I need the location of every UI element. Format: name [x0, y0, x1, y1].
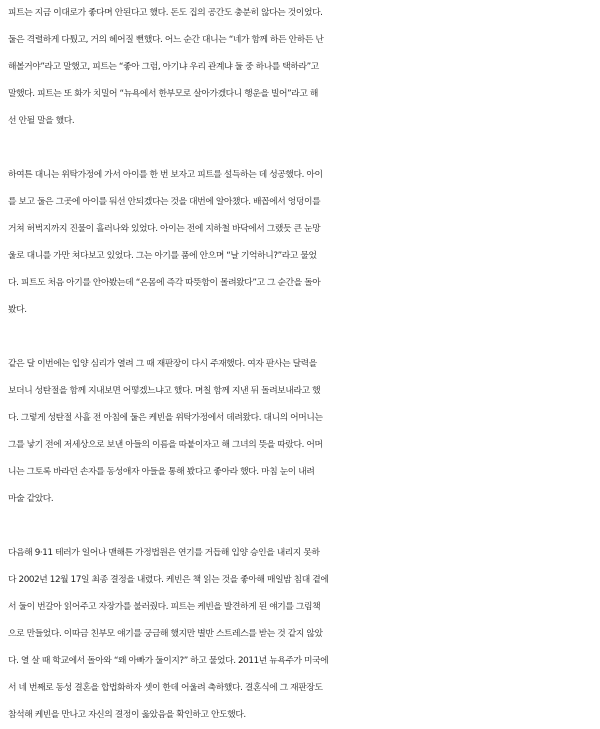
text-line: 니는 그토록 바라던 손자를 동성애자 아들을 통해 봤다고 좋아라 했다. 마침 눈이 내려	[8, 467, 315, 477]
paragraph-spacer	[8, 324, 596, 351]
text-line: 다 2002년 12월 17일 최종 결정을 내렸다. 케빈은 책 읽는 것을 좋아해 매일밤 침대 곁에	[8, 575, 329, 585]
text-line: 거쳐 허벅지까지 진물이 흘러나와 있었다. 아이는 전에 지하철 바닥에서 그랬듯 큰 눈망	[8, 224, 321, 234]
text-line: 피트는 지금 이대로가 좋다며 안된다고 했다. 돈도 집의 공간도 충분히 않다는 것이었다.	[8, 8, 323, 18]
text-line: 다. 그렇게 성탄절 사흘 전 아침에 둘은 케빈을 위탁가정에서 데려왔다. 대니의 어머니는	[8, 413, 323, 423]
text-line: 서 네 번째로 동성 결혼을 합법화하자 셋이 한데 어울려 축하했다. 결혼식에 그 재판장도	[8, 683, 323, 693]
paragraph-spacer	[8, 135, 596, 162]
text-line: 울로 대니를 가만 쳐다보고 있었다. 그는 아기를 품에 안으며 “날 기억하니?”라고 물었	[8, 251, 317, 261]
text-line: 같은 달 이번에는 입양 심리가 열려 그 때 재판장이 다시 주재했다. 여자 판사는 달력을	[8, 359, 317, 369]
text-line: 참석해 케빈을 만나고 자신의 결정이 옳았음을 확인하고 안도했다.	[8, 710, 246, 720]
text-line: 마술 같았다.	[8, 494, 54, 504]
text-line: 둘은 격렬하게 다퉜고, 거의 헤어질 뻔했다. 어느 순간 대니는 “네가 함께 하든 안하든 난	[8, 35, 324, 45]
paragraph-4	[8, 540, 596, 729]
text-line: 봤다.	[8, 305, 27, 315]
text-line: 다. 피트도 처음 아기를 안아봤는데 “온몸에 즉각 따뜻함이 몰려왔다”고 그 순간을 돌아	[8, 278, 321, 288]
text-line: 해볼거야”라고 말했고, 피트는 “좋아 그럼, 아기냐 우리 관계냐 둘 중 하나를 택하라”고	[8, 62, 319, 72]
text-line: 말했다. 피트는 또 화가 치밀어 “뉴욕에서 한부모로 살아가겠다니 행운을 빌어”라고 해	[8, 89, 319, 99]
text-line: 그를 낳기 전에 저세상으로 보낸 아들의 이름을 따붙이자고 해 그녀의 뜻을 따랐다. 어머	[8, 440, 323, 450]
text-line: 보더니 성탄절을 함께 지내보면 어떻겠느냐고 했다. 며칠 함께 지낸 뒤 돌려보내라고 했	[8, 386, 321, 396]
paragraph-spacer	[8, 513, 596, 540]
paragraph-3	[8, 351, 596, 513]
text-line: 서 둘이 번갈아 읽어주고 자장가를 불러줬다. 피트는 케빈을 발견하게 된 얘기를 그림책	[8, 602, 321, 612]
text-line: 다음해 9·11 테러가 일어나 맨해튼 가정법원은 연기를 거듭해 입양 승인을 내리지 못하	[8, 548, 320, 558]
text-line: 를 보고 둘은 그곳에 아이를 둬선 안되겠다는 것을 대번에 알아챘다. 배꼽에서 엉덩이를	[8, 197, 321, 207]
text-line: 선 안될 말을 했다.	[8, 116, 75, 126]
text-line: 하여튼 대니는 위탁가정에 가서 아이를 한 번 보자고 피트를 설득하는 데 성공했다. 아이	[8, 170, 323, 180]
paragraph-1	[8, 0, 596, 135]
text-line: 다. 열 살 때 학교에서 돌아와 “왜 아빠가 둘이지?” 하고 물었다. 2011년 뉴욕주가 미국에	[8, 656, 329, 666]
text-line: 으로 만들었다. 이따금 친부모 얘기를 궁금해 했지만 별반 스트레스를 받는 것 같지 않았	[8, 629, 323, 639]
paragraph-2	[8, 162, 596, 324]
article-body	[8, 0, 596, 729]
